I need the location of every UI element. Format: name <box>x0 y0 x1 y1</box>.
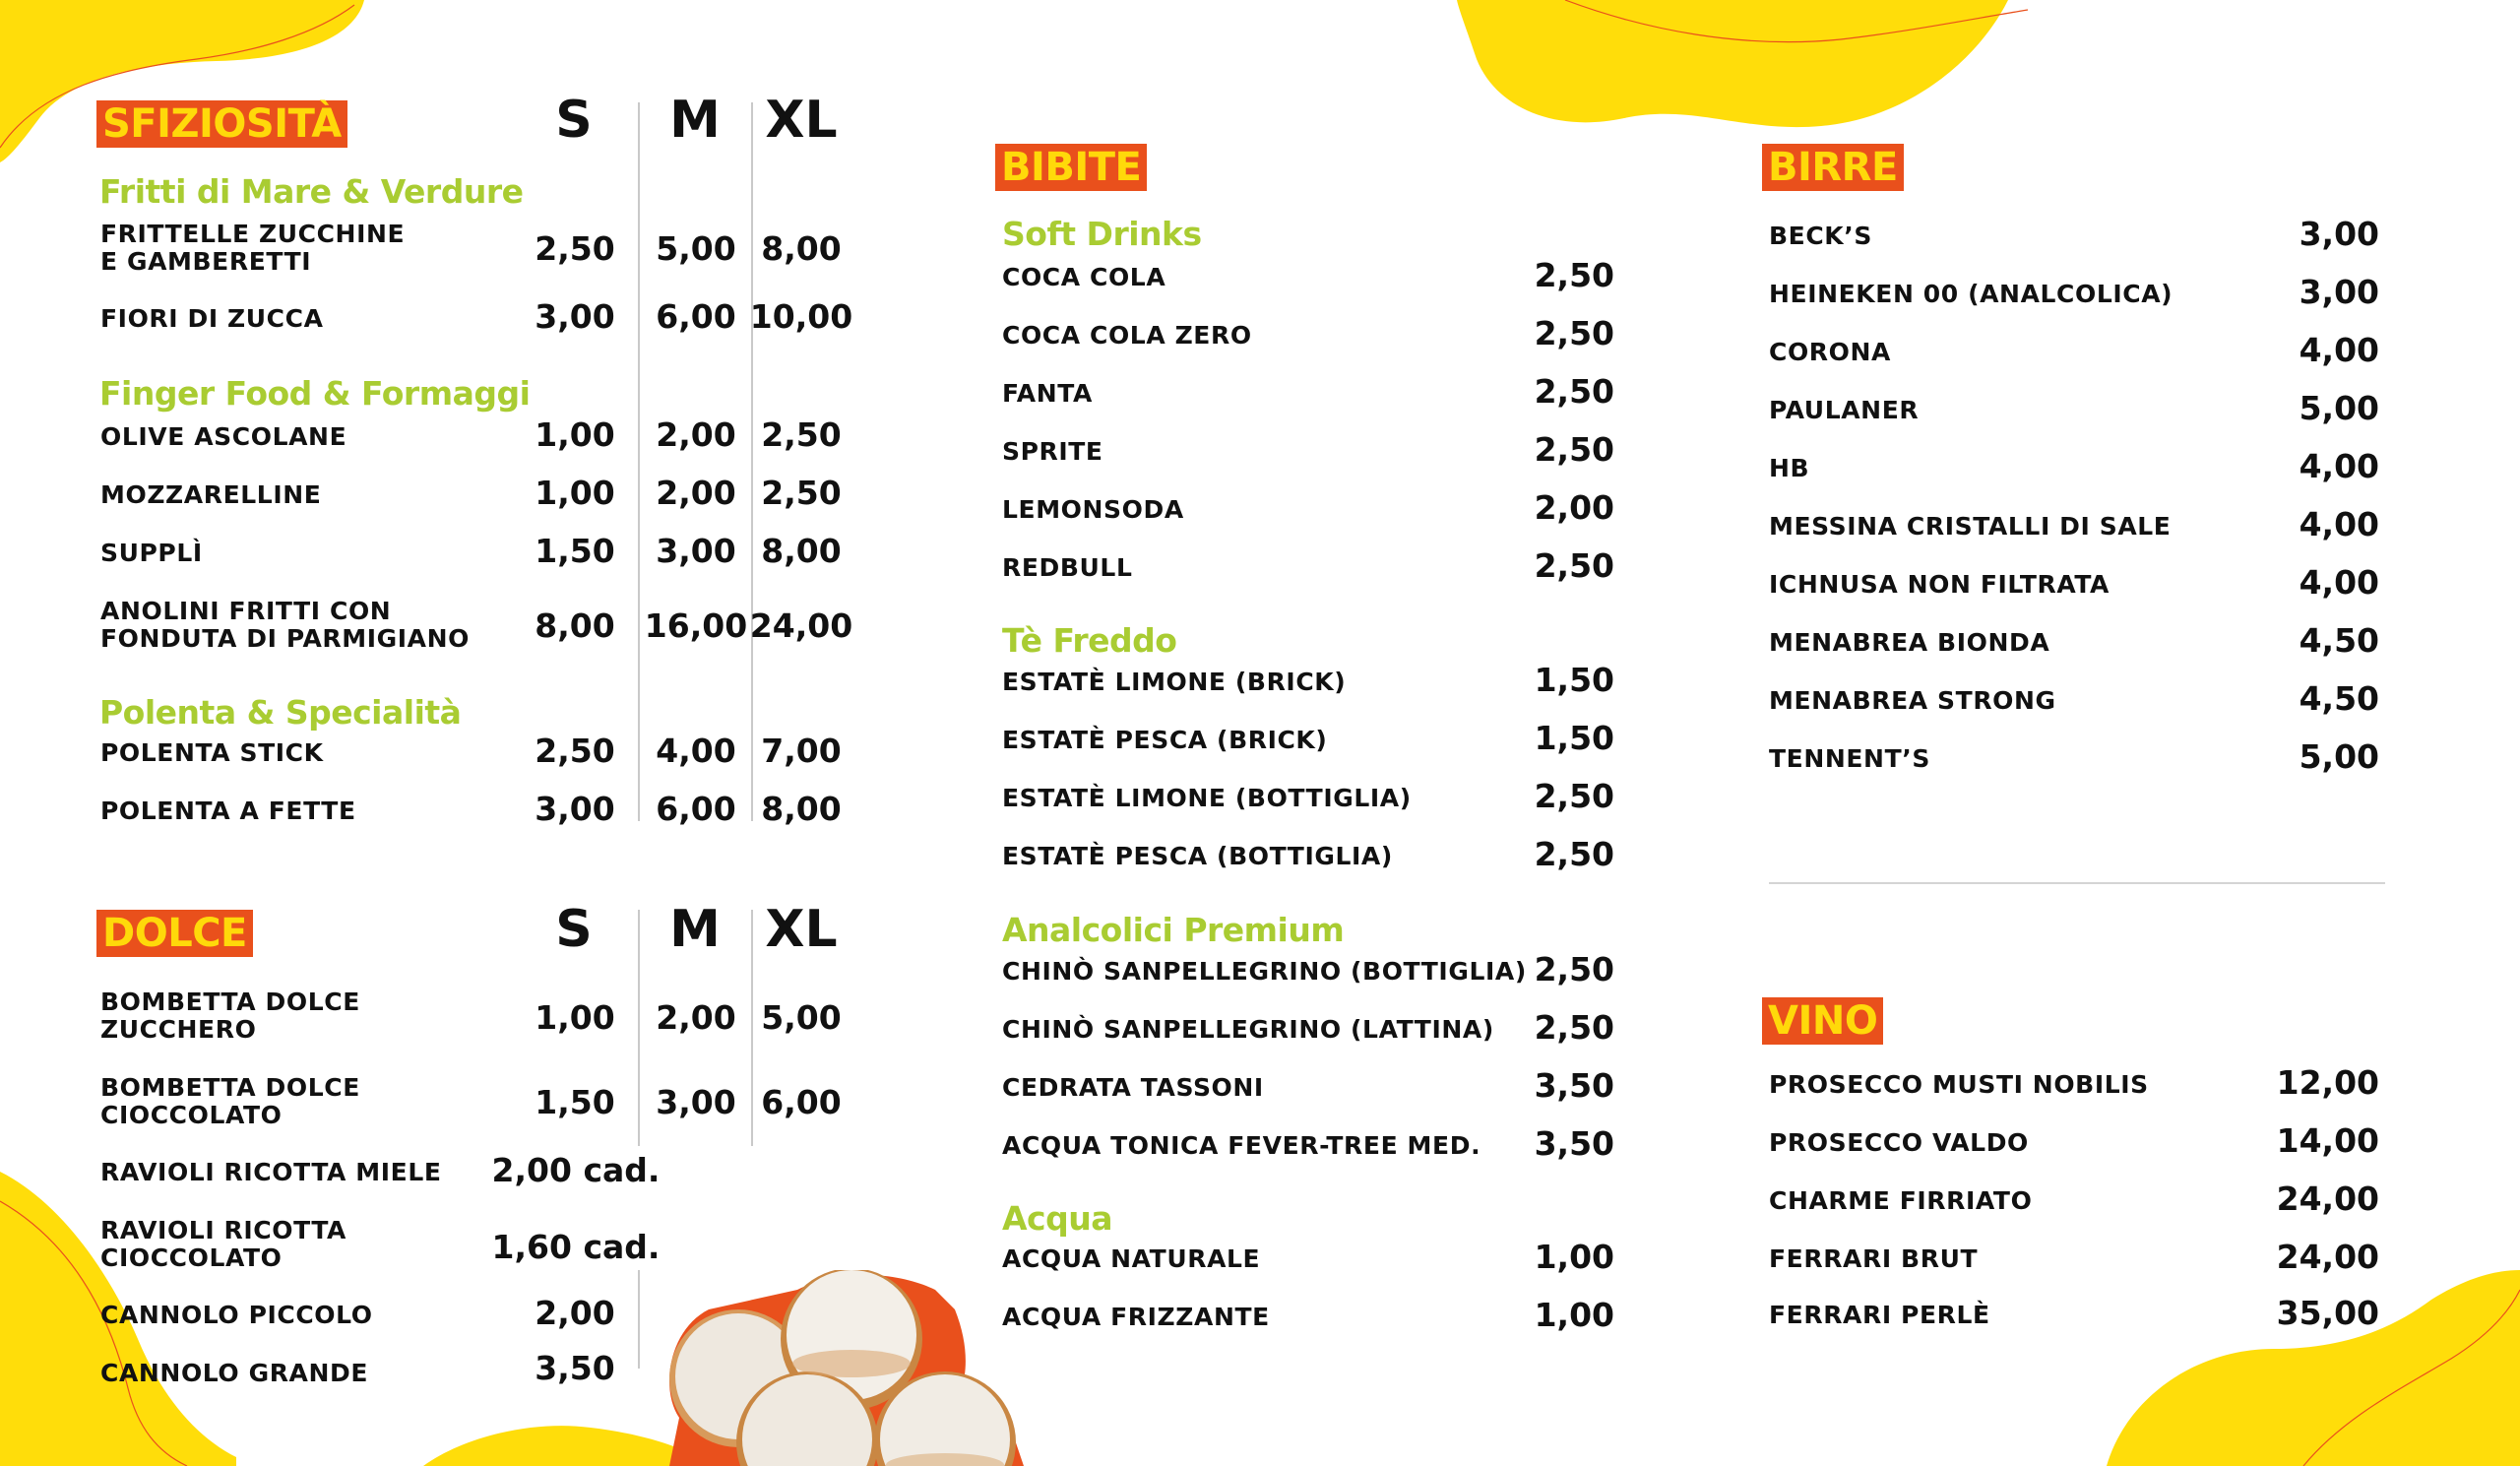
price: 4,00 <box>2299 331 2379 369</box>
price: 5,00 <box>2299 389 2379 427</box>
price: 2,00 <box>1534 488 1614 527</box>
price: 14,00 <box>2276 1121 2379 1160</box>
yellow-blob-top-left <box>0 0 374 177</box>
price: 4,00 <box>2299 563 2379 602</box>
price: 35,00 <box>2276 1294 2379 1332</box>
price-m: 2,00 <box>656 415 736 454</box>
group-title-polenta: Polenta & Specialità <box>99 693 462 732</box>
menu-item-name: RAVIOLI RICOTTA MIELE <box>100 1158 442 1186</box>
price: 2,50 <box>1534 835 1614 873</box>
price-s: 2,50 <box>535 732 615 770</box>
price-m: 5,00 <box>656 229 736 268</box>
menu-item-name: PAULANER <box>1769 396 1920 424</box>
menu-item-name: TENNENT’S <box>1769 744 1930 773</box>
size-m-header: M <box>669 91 721 150</box>
menu-item-name: HB <box>1769 454 1810 482</box>
menu-item-name: OLIVE ASCOLANE <box>100 422 347 451</box>
menu-item-name: ESTATÈ PESCA (BRICK) <box>1002 726 1328 754</box>
price: 2,50 <box>1534 950 1614 988</box>
menu-item-name: ESTATÈ PESCA (BOTTIGLIA) <box>1002 842 1393 870</box>
menu-item-name: CEDRATA TASSONI <box>1002 1073 1264 1102</box>
menu-item-name: FERRARI PERLÈ <box>1769 1301 1990 1329</box>
price-s: 1,00 <box>535 998 615 1037</box>
menu-item-name: CHINÒ SANPELLEGRINO (BOTTIGLIA) <box>1002 957 1527 986</box>
menu-item-name: CANNOLO GRANDE <box>100 1359 369 1387</box>
group-title-fritti: Fritti di Mare & Verdure <box>99 172 524 211</box>
menu-item-name: ACQUA TONICA FEVER-TREE MED. <box>1002 1131 1481 1160</box>
size-xl-header: XL <box>765 900 838 959</box>
price-xl: 2,50 <box>761 474 842 512</box>
price: 24,00 <box>2276 1238 2379 1276</box>
menu-item-name: SUPPLÌ <box>100 539 203 567</box>
menu-item-name: CANNOLO PICCOLO <box>100 1301 373 1329</box>
price: 24,00 <box>2276 1179 2379 1218</box>
size-s-header: S <box>555 91 593 150</box>
bomboloni-image <box>650 1270 1024 1466</box>
dolce-title: DOLCE <box>96 910 253 957</box>
menu-item-name: COCA COLA <box>1002 263 1166 291</box>
menu-item-name: ANOLINI FRITTI CON FONDUTA DI PARMIGIANO <box>100 597 470 653</box>
menu-item-name: REDBULL <box>1002 553 1133 582</box>
price-s: 8,00 <box>535 606 615 645</box>
price-s: 1,50 <box>535 532 615 570</box>
menu-item-name: POLENTA STICK <box>100 738 324 767</box>
menu-item-name: FANTA <box>1002 379 1093 408</box>
section-divider <box>1769 882 2385 884</box>
price-m: 4,00 <box>656 732 736 770</box>
price: 3,50 <box>1534 1066 1614 1105</box>
menu-item-name: MESSINA CRISTALLI DI SALE <box>1769 512 2172 541</box>
group-title-te-freddo: Tè Freddo <box>1002 621 1177 660</box>
divider-s-m <box>638 1270 640 1369</box>
menu-item-name: PROSECCO MUSTI NOBILIS <box>1769 1070 2149 1099</box>
price-each: 1,60 cad. <box>491 1228 661 1266</box>
price-s: 3,00 <box>535 297 615 336</box>
menu-item-name: MENABREA STRONG <box>1769 686 2056 715</box>
group-title-soft-drinks: Soft Drinks <box>1002 215 1202 253</box>
price-xl: 5,00 <box>761 998 842 1037</box>
price-xl: 24,00 <box>749 606 853 645</box>
size-xl-header: XL <box>765 91 838 150</box>
price-m: 16,00 <box>644 606 748 645</box>
menu-item-name: ICHNUSA NON FILTRATA <box>1769 570 2110 599</box>
menu-item-name: ESTATÈ LIMONE (BRICK) <box>1002 668 1347 696</box>
yellow-blob-top-center <box>1447 0 2028 148</box>
price-xl: 8,00 <box>761 790 842 828</box>
price-m: 2,00 <box>656 998 736 1037</box>
menu-item-name: MOZZARELLINE <box>100 480 322 509</box>
menu-item-name: HEINEKEN 00 (ANALCOLICA) <box>1769 280 2174 308</box>
menu-item-name: COCA COLA ZERO <box>1002 321 1252 350</box>
menu-item-name: CORONA <box>1769 338 1891 366</box>
price-xl: 8,00 <box>761 532 842 570</box>
menu-item-name: ACQUA NATURALE <box>1002 1244 1261 1273</box>
menu-item-name: PROSECCO VALDO <box>1769 1128 2029 1157</box>
menu-item-name: POLENTA A FETTE <box>100 797 356 825</box>
price-each: 2,00 cad. <box>491 1151 661 1189</box>
size-s-header: S <box>555 900 593 959</box>
price: 4,50 <box>2299 621 2379 660</box>
price-s: 1,00 <box>535 474 615 512</box>
menu-item-name: RAVIOLI RICOTTA CIOCCOLATO <box>100 1216 346 1272</box>
price-m: 6,00 <box>656 790 736 828</box>
price-xl: 7,00 <box>761 732 842 770</box>
menu-item-name: CHARME FIRRIATO <box>1769 1186 2033 1215</box>
price: 4,00 <box>2299 447 2379 485</box>
price: 2,50 <box>1534 430 1614 469</box>
price: 3,50 <box>1534 1124 1614 1163</box>
price: 2,50 <box>1534 546 1614 585</box>
divider-m-xl <box>751 102 753 821</box>
price-s: 2,50 <box>535 229 615 268</box>
price-s: 2,00 <box>535 1294 615 1332</box>
price: 2,50 <box>1534 256 1614 294</box>
menu-item-name: FERRARI BRUT <box>1769 1244 1979 1273</box>
price-s: 1,00 <box>535 415 615 454</box>
price-xl: 6,00 <box>761 1083 842 1121</box>
price: 12,00 <box>2276 1063 2379 1102</box>
price: 4,50 <box>2299 679 2379 718</box>
price-xl: 2,50 <box>761 415 842 454</box>
bibite-title: BIBITE <box>995 144 1147 191</box>
menu-item-name: CHINÒ SANPELLEGRINO (LATTINA) <box>1002 1015 1494 1044</box>
price: 2,50 <box>1534 314 1614 352</box>
menu-item-name: LEMONSODA <box>1002 495 1184 524</box>
price: 3,00 <box>2299 273 2379 311</box>
price: 1,00 <box>1534 1238 1614 1276</box>
menu-item-name: BOMBETTA DOLCE ZUCCHERO <box>100 988 360 1044</box>
price: 4,00 <box>2299 505 2379 543</box>
price: 3,00 <box>2299 215 2379 253</box>
group-title-analcolici: Analcolici Premium <box>1002 911 1345 949</box>
size-m-header: M <box>669 900 721 959</box>
price-m: 3,00 <box>656 1083 736 1121</box>
price: 2,50 <box>1534 777 1614 815</box>
price-m: 2,00 <box>656 474 736 512</box>
price: 1,50 <box>1534 719 1614 757</box>
menu-item-name: MENABREA BIONDA <box>1769 628 2050 657</box>
price-m: 3,00 <box>656 532 736 570</box>
price-s: 3,50 <box>535 1349 615 1387</box>
menu-item-name: ACQUA FRIZZANTE <box>1002 1303 1270 1331</box>
price-s: 3,00 <box>535 790 615 828</box>
divider-s-m <box>638 102 640 821</box>
menu-item-name: FRITTELLE ZUCCHINE E GAMBERETTI <box>100 220 406 276</box>
price-xl: 10,00 <box>749 297 853 336</box>
price: 1,50 <box>1534 661 1614 699</box>
group-title-finger-food: Finger Food & Formaggi <box>99 374 531 413</box>
menu-item-name: FIORI DI ZUCCA <box>100 304 324 333</box>
price-xl: 8,00 <box>761 229 842 268</box>
price-m: 6,00 <box>656 297 736 336</box>
menu-item-name: BECK’S <box>1769 222 1872 250</box>
price: 2,50 <box>1534 1008 1614 1047</box>
sfiziosita-title: SFIZIOSITÀ <box>96 100 347 148</box>
vino-title: VINO <box>1762 997 1883 1045</box>
menu-item-name: ESTATÈ LIMONE (BOTTIGLIA) <box>1002 784 1412 812</box>
birre-title: BIRRE <box>1762 144 1904 191</box>
menu-item-name: BOMBETTA DOLCE CIOCCOLATO <box>100 1073 360 1129</box>
price: 2,50 <box>1534 372 1614 411</box>
group-title-acqua: Acqua <box>1002 1199 1112 1238</box>
price-s: 1,50 <box>535 1083 615 1121</box>
menu-item-name: SPRITE <box>1002 437 1103 466</box>
price: 1,00 <box>1534 1296 1614 1334</box>
price: 5,00 <box>2299 737 2379 776</box>
